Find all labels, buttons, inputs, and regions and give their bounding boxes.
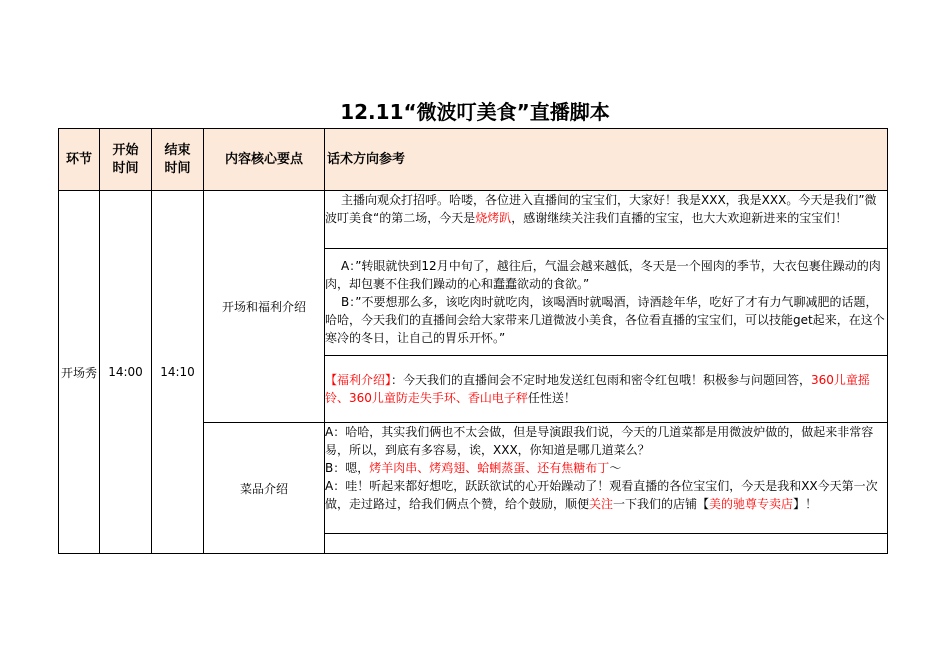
script-table — [58, 128, 888, 554]
script-greeting: 主播向观众打招呼。哈喽，各位进入直播间的宝宝们，大家好！我是XXX，我是XXX。今天是我们”微波叮美食“的第二场，今天是烧烤趴，感谢继续关注我们直播的宝宝，也大大欢迎新进来的宝宝们！ — [325, 191, 888, 249]
start-time-cell: 14:00 — [100, 191, 152, 554]
header-script-reference: 话术方向参考 — [325, 129, 888, 191]
section-dishes: 菜品介绍 — [204, 423, 325, 554]
script-dishes: A：哈哈，其实我们俩也不太会做，但是导演跟我们说，今天的几道菜都是用微波炉做的，做起来非常容易，所以，到底有多容易，诶，XXX，你知道是哪几道菜么？ B：嗯，烤羊肉串、烤鸡翅、蛤蜊蒸蛋、还有焦糖布丁～ A：哇！听起来都好想吃，跃跃欲试的心开始躁动了！观看直播的各位宝宝们，今天是我和XX今天第一次做，走过路过，给我们俩点个赞，给个鼓励，顺便关注一下我们的店铺【美的驰尊专卖店】！ — [325, 423, 888, 534]
header-end-time: 结束 时间 — [152, 129, 204, 191]
header-core-points: 内容核心要点 — [204, 129, 325, 191]
segment-cell: 开场秀 — [59, 191, 100, 554]
header-start-time: 开始 时间 — [100, 129, 152, 191]
section-opening: 开场和福利介绍 — [204, 191, 325, 423]
table-row — [59, 191, 888, 249]
header-row — [59, 129, 888, 191]
end-time-cell: 14:10 — [152, 191, 204, 554]
header-segment: 环节 — [59, 129, 100, 191]
script-dialog: A：”转眼就快到12月中旬了，越往后，气温会越来越低，冬天是一个囤肉的季节，大衣包裹住躁动的肉肉，却包裹不住我们躁动的心和蠢蠢欲动的食欲。” B：”不要想那么多，该吃肉时就吃肉，该喝酒时就喝酒，诗酒趁年华，吃好了才有力气聊减肥的话题， 哈哈，今天我们的直播间会给大家带来几道微波小美食，各位看直播的宝宝们，可以技能get起来，在这个寒冷的冬日，让自己的胃乐开怀。” — [325, 249, 888, 356]
page-title: 12.11“微波叮美食”直播脚本 — [340, 100, 610, 124]
script-welfare: 【福利介绍】：今天我们的直播间会不定时地发送红包雨和密令红包哦！积极参与问题回答，360儿童摇铃、360儿童防走失手环、香山电子秤任性送！ — [325, 356, 888, 423]
script-empty — [325, 534, 888, 554]
